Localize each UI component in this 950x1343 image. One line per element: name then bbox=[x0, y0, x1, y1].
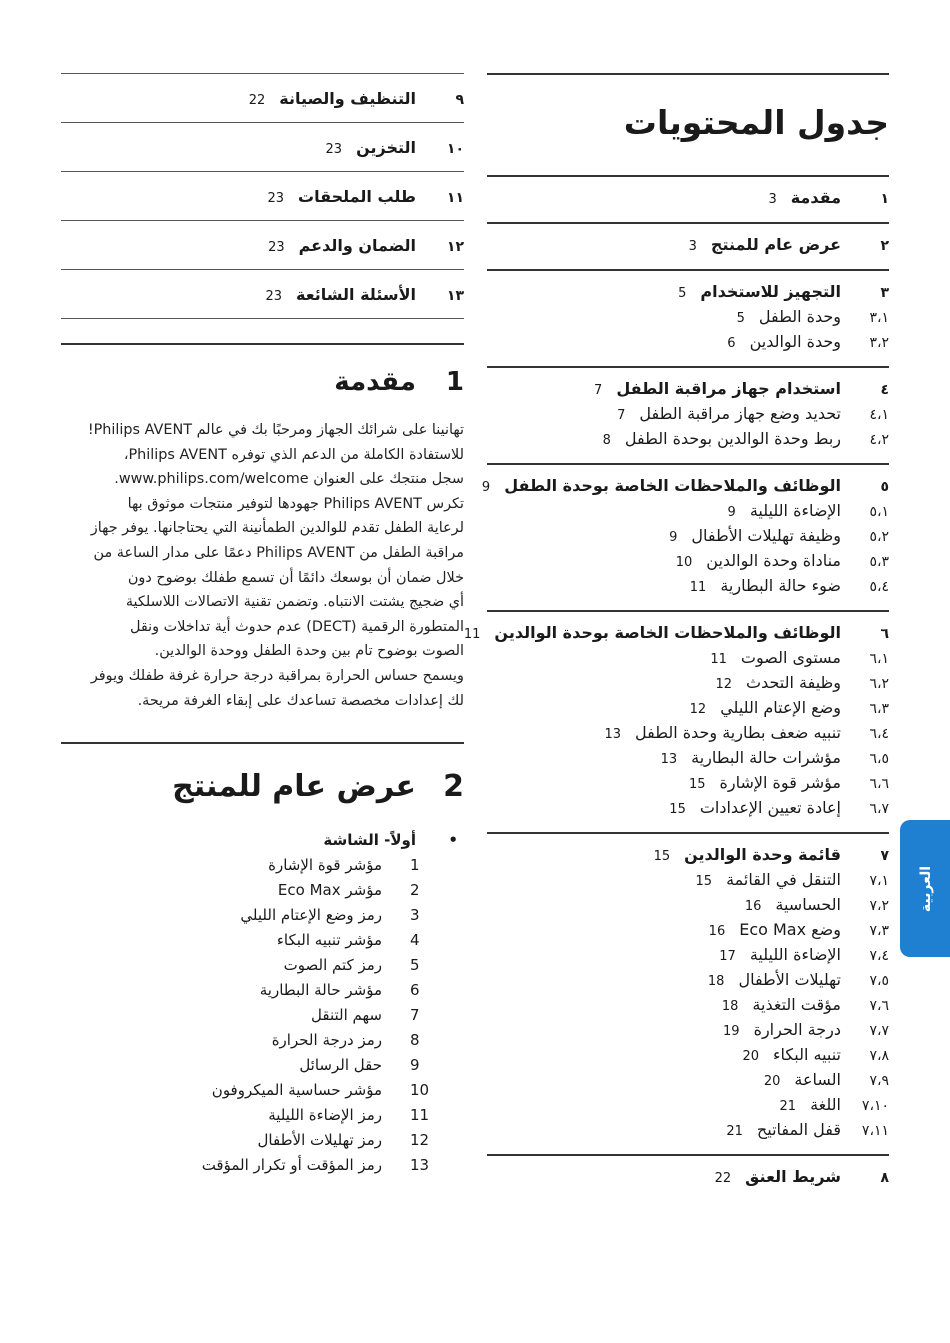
toc-header bbox=[487, 73, 889, 175]
overview-item-number: 6 bbox=[410, 981, 420, 1000]
toc-entry-title: الساعة bbox=[794, 1070, 841, 1089]
toc-entry-number: ٤،١ bbox=[869, 407, 889, 423]
toc-subsection-entry[interactable] bbox=[487, 329, 889, 354]
toc-group bbox=[487, 175, 889, 222]
overview-list-item bbox=[61, 1028, 464, 1053]
toc-subsection-entry[interactable] bbox=[487, 770, 889, 795]
toc-group bbox=[61, 122, 464, 171]
toc-entry-page: 15 bbox=[688, 777, 706, 792]
toc-subsection-entry[interactable] bbox=[487, 1067, 889, 1092]
toc-entry-number: ٧،١ bbox=[869, 873, 889, 889]
toc-entry-title: تهليلات الأطفال bbox=[738, 970, 841, 989]
language-tab-label: العربية bbox=[917, 865, 934, 912]
toc-subsection-entry[interactable] bbox=[487, 304, 889, 329]
toc-entry-number: ٥،١ bbox=[869, 504, 889, 520]
toc-entry-title: الوظائف والملاحظات الخاصة بوحدة الوالدين bbox=[494, 623, 841, 642]
overview-item-label: مؤشر حساسية الميكروفون bbox=[211, 1081, 382, 1100]
toc-subsection-entry[interactable] bbox=[487, 573, 889, 598]
toc-entry-number: ٦،٧ bbox=[869, 801, 889, 817]
overview-item-label: رمز وضع الإعتام الليلي bbox=[240, 906, 382, 925]
toc-entry-number: ١٣ bbox=[446, 288, 464, 304]
toc-subsection-entry[interactable] bbox=[487, 745, 889, 770]
toc-entry-title: قائمة وحدة الوالدين bbox=[684, 845, 841, 864]
toc-entry-page: 13 bbox=[660, 752, 678, 767]
toc-subsection-entry[interactable] bbox=[487, 645, 889, 670]
intro-text-line: خلال ضمان أن بوسعك دائمًا أن تسمع طفلك بوضوح دون bbox=[127, 569, 464, 586]
intro-text-line: تكرس Philips AVENT جهودها لتوفير منتجات موثوق بها bbox=[127, 495, 464, 512]
toc-entry-title: التجهيز للاستخدام bbox=[700, 282, 841, 301]
overview-list-item bbox=[61, 853, 464, 878]
toc-entry-title: التنقل في القائمة bbox=[726, 870, 841, 889]
toc-entry-page: 9 bbox=[669, 530, 678, 545]
intro-body bbox=[61, 418, 464, 713]
toc-entry-title: تنبيه البكاء bbox=[773, 1045, 841, 1064]
toc-chapter-entry[interactable] bbox=[61, 172, 464, 217]
toc-entry-title: مؤشرات حالة البطارية bbox=[691, 748, 841, 767]
toc-entry-page: 19 bbox=[723, 1024, 740, 1039]
toc-entry-number: ٣ bbox=[880, 285, 889, 301]
overview-item-label: رمز درجة الحرارة bbox=[271, 1031, 382, 1050]
overview-subheading-label: أولاً- الشاشة bbox=[323, 831, 416, 850]
toc-chapter-entry[interactable] bbox=[61, 270, 464, 315]
toc-entry-title: التخزين bbox=[356, 138, 416, 157]
overview-list-item bbox=[61, 1053, 464, 1078]
toc-entry-page: 16 bbox=[744, 899, 762, 914]
overview-item-label: مؤشر حالة البطارية bbox=[259, 981, 382, 1000]
overview-list-item bbox=[61, 928, 464, 953]
toc-entry-number: ٥،٤ bbox=[869, 579, 889, 595]
bullet: • bbox=[448, 831, 458, 850]
toc-entry-number: ٧،٧ bbox=[869, 1023, 889, 1039]
toc-entry-page: 6 bbox=[727, 336, 736, 351]
toc-entry-number: ٤،٢ bbox=[869, 432, 889, 448]
toc-subsection-entry[interactable] bbox=[487, 942, 889, 967]
toc-entry-page: 7 bbox=[617, 408, 626, 423]
toc-entry-title: وظيفة تهليلات الأطفال bbox=[691, 526, 841, 545]
toc-subsection-entry[interactable] bbox=[487, 1042, 889, 1067]
toc-entry-page: 23 bbox=[325, 142, 343, 157]
overview-item-label: مؤشر قوة الإشارة bbox=[268, 856, 382, 875]
toc-entry-number: ٤ bbox=[880, 382, 889, 398]
left-column bbox=[61, 73, 464, 1178]
toc-entry-number: ٥،٣ bbox=[869, 554, 889, 570]
toc-entry-page: 5 bbox=[736, 311, 745, 326]
toc-entry-number: ٧ bbox=[880, 848, 889, 864]
toc-chapter-entry[interactable] bbox=[487, 1164, 889, 1189]
toc-entry-number: ٧،٦ bbox=[869, 998, 889, 1014]
toc-chapter-entry[interactable] bbox=[487, 279, 889, 304]
toc-chapter-entry[interactable] bbox=[463, 620, 889, 645]
intro-text-line: لك إعدادات مخصصة تساعدك على إبقاء الغرفة مريحة. bbox=[137, 692, 464, 709]
toc-entry-page: 11 bbox=[463, 627, 481, 642]
overview-item-number: 7 bbox=[410, 1006, 420, 1025]
toc-entry-page: 12 bbox=[715, 677, 733, 692]
overview-item-number: 12 bbox=[410, 1131, 430, 1150]
toc-entry-page: 22 bbox=[248, 93, 266, 108]
toc-entry-title: شريط العنق bbox=[745, 1167, 841, 1186]
toc-group bbox=[61, 269, 464, 318]
intro-text-line: ويسمح حساس الحرارة بمراقبة درجة حرارة غرفة طفلك ويوفر bbox=[90, 667, 464, 684]
overview-section-number: 2 bbox=[443, 768, 464, 804]
toc-group bbox=[487, 269, 889, 366]
toc-entry-number: ٦ bbox=[880, 626, 889, 642]
toc-entry-page: 16 bbox=[708, 924, 726, 939]
overview-list-item bbox=[61, 953, 464, 978]
toc-subsection-entry[interactable] bbox=[487, 498, 889, 523]
toc-subsection-entry[interactable] bbox=[487, 992, 889, 1017]
toc-group bbox=[487, 1154, 889, 1201]
toc-entry-page: 18 bbox=[721, 999, 739, 1014]
toc-entry-number: ٦،١ bbox=[869, 651, 889, 667]
overview-heading bbox=[61, 742, 464, 828]
overview-list-item bbox=[61, 903, 464, 928]
toc-group bbox=[481, 463, 889, 610]
toc-continued-list bbox=[61, 73, 464, 319]
overview-subheading bbox=[61, 828, 464, 853]
toc-group bbox=[487, 832, 889, 1154]
toc-entry-page: 15 bbox=[695, 874, 713, 889]
toc-entry-number: ٧،٩ bbox=[869, 1073, 889, 1089]
toc-entry-number: ٥،٢ bbox=[869, 529, 889, 545]
language-side-tab bbox=[900, 820, 950, 957]
toc-entry-title: الوظائف والملاحظات الخاصة بوحدة الطفل bbox=[504, 476, 841, 495]
toc-subsection-entry[interactable] bbox=[487, 917, 889, 942]
toc-entry-page: 9 bbox=[727, 505, 736, 520]
intro-text-line: سجل منتجك على العنوان www.philips.com/welcome. bbox=[114, 471, 464, 488]
toc-list bbox=[463, 175, 889, 1201]
toc-entry-page: 20 bbox=[742, 1049, 760, 1064]
toc-entry-page: 21 bbox=[726, 1124, 743, 1139]
toc-entry-number: ٣،١ bbox=[869, 310, 889, 326]
toc-entry-title: مؤشر قوة الإشارة bbox=[719, 773, 841, 792]
overview-item-label: رمز كتم الصوت bbox=[283, 956, 382, 975]
toc-subsection-entry[interactable] bbox=[487, 720, 889, 745]
toc-entry-title: مؤقت التغذية bbox=[752, 995, 841, 1014]
toc-entry-number: ٦،٢ bbox=[869, 676, 889, 692]
toc-subsection-entry[interactable] bbox=[487, 426, 889, 451]
toc-entry-page: 8 bbox=[602, 433, 611, 448]
toc-entry-page: 20 bbox=[763, 1074, 781, 1089]
intro-section-number: 1 bbox=[445, 366, 464, 397]
toc-group bbox=[487, 222, 889, 269]
intro-text-line: لرعاية الطفل تقدم للوالدين الطمأنينة التي يحتاجانها. يوفر جهاز bbox=[90, 520, 464, 537]
toc-entry-page: 10 bbox=[675, 555, 693, 570]
overview-item-number: 1 bbox=[410, 856, 420, 875]
toc-group bbox=[61, 73, 464, 122]
toc-entry-number: ٧،٢ bbox=[869, 898, 889, 914]
toc-chapter-entry[interactable] bbox=[487, 185, 889, 210]
overview-item-label: مؤشر تنبيه البكاء bbox=[276, 931, 382, 950]
toc-entry-title: مقدمة bbox=[790, 188, 841, 207]
intro-text-line: المتطورة الرقمية (DECT) عدم حدوث أية تداخلات ونقل bbox=[129, 618, 464, 635]
toc-entry-title: التنظيف والصيانة bbox=[279, 89, 416, 108]
toc-entry-page: 21 bbox=[779, 1099, 797, 1114]
toc-entry-number: ٧،٣ bbox=[869, 923, 889, 939]
toc-title: جدول المحتويات bbox=[623, 103, 889, 142]
toc-entry-page: 9 bbox=[481, 480, 491, 495]
toc-entry-number: ٦،٦ bbox=[869, 776, 889, 792]
toc-entry-page: 3 bbox=[688, 239, 697, 254]
overview-item-number: 3 bbox=[410, 906, 420, 925]
toc-entry-page: 15 bbox=[653, 849, 671, 864]
toc-entry-page: 11 bbox=[710, 652, 727, 667]
overview-list-item bbox=[61, 1078, 464, 1103]
overview-list-item bbox=[61, 878, 464, 903]
toc-subsection-entry[interactable] bbox=[487, 1092, 889, 1117]
toc-entry-title: الحساسية bbox=[775, 895, 841, 914]
toc-chapter-entry[interactable] bbox=[61, 221, 464, 266]
toc-entry-page: 22 bbox=[714, 1171, 732, 1186]
overview-item-label: مؤشر Eco Max bbox=[277, 881, 382, 900]
toc-entry-page: 5 bbox=[678, 286, 687, 301]
toc-entry-title: وضع Eco Max bbox=[739, 920, 841, 939]
toc-entry-number: ١٢ bbox=[446, 239, 464, 255]
toc-entry-title: ربط وحدة الوالدين بوحدة الطفل bbox=[624, 429, 841, 448]
overview-item-label: رمز الإضاءة الليلية bbox=[268, 1106, 382, 1125]
toc-entry-title: الضمان والدعم bbox=[298, 236, 416, 255]
intro-text-line: الصوت بوضوح تام بين وحدة الطفل ووحدة الوالدين. bbox=[154, 643, 464, 660]
toc-entry-page: 7 bbox=[594, 383, 603, 398]
overview-list-item bbox=[61, 1153, 464, 1178]
overview-list-item bbox=[61, 978, 464, 1003]
toc-entry-page: 12 bbox=[689, 702, 707, 717]
toc-entry-page: 23 bbox=[268, 240, 285, 255]
toc-entry-number: ٥ bbox=[880, 479, 889, 495]
overview-list-item bbox=[61, 1128, 464, 1153]
toc-entry-title: طلب الملحقات bbox=[298, 187, 416, 206]
toc-chapter-entry[interactable] bbox=[61, 123, 464, 168]
intro-text-line: للاستفادة الكاملة من الدعم الذي توفره Philips AVENT، bbox=[123, 446, 464, 463]
overview-item-number: 8 bbox=[410, 1031, 420, 1050]
toc-chapter-entry[interactable] bbox=[61, 74, 464, 119]
toc-entry-page: 11 bbox=[689, 580, 707, 595]
toc-entry-number: ٢ bbox=[880, 238, 889, 254]
toc-entry-number: ٦،٥ bbox=[869, 751, 889, 767]
toc-entry-number: ١٠ bbox=[446, 141, 464, 157]
toc-entry-title: وظيفة التحدث bbox=[746, 673, 841, 692]
toc-entry-title: مستوى الصوت bbox=[740, 648, 841, 667]
toc-subsection-entry[interactable] bbox=[487, 967, 889, 992]
toc-subsection-entry[interactable] bbox=[487, 1017, 889, 1042]
toc-group bbox=[463, 610, 889, 832]
toc-entry-title: الأسئلة الشائعة bbox=[296, 285, 416, 304]
overview-list-item bbox=[61, 1003, 464, 1028]
intro-text-line: تهانينا على شرائك الجهاز ومرحبًا بك في عالم Philips AVENT! bbox=[87, 422, 464, 438]
toc-entry-number: ٣،٢ bbox=[869, 335, 889, 351]
toc-entry-title: تنبيه ضعف بطارية وحدة الطفل bbox=[635, 723, 841, 742]
toc-entry-number: ٧،٤ bbox=[869, 948, 889, 964]
toc-group bbox=[61, 171, 464, 220]
toc-chapter-entry[interactable] bbox=[481, 473, 889, 498]
toc-entry-page: 23 bbox=[265, 289, 282, 304]
intro-heading bbox=[61, 343, 464, 418]
toc-entry-page: 17 bbox=[719, 949, 736, 964]
toc-subsection-entry[interactable] bbox=[487, 795, 889, 820]
toc-subsection-entry[interactable] bbox=[487, 401, 889, 426]
toc-entry-title: استخدام جهاز مراقبة الطفل bbox=[616, 379, 841, 398]
toc-chapter-entry[interactable] bbox=[487, 842, 889, 867]
toc-entry-title: اللغة bbox=[810, 1095, 841, 1114]
toc-entry-number: ٧،٨ bbox=[869, 1048, 889, 1064]
overview-list-item bbox=[61, 1103, 464, 1128]
toc-entry-number: ٨ bbox=[880, 1170, 889, 1186]
toc-entry-title: الإضاءة الليلية bbox=[749, 945, 841, 964]
overview-list bbox=[61, 853, 464, 1178]
toc-entry-title: عرض عام للمنتج bbox=[710, 235, 841, 254]
toc-entry-title: وحدة الطفل bbox=[758, 307, 841, 326]
toc-subsection-entry[interactable] bbox=[487, 867, 889, 892]
toc-entry-page: 23 bbox=[267, 191, 284, 206]
toc-entry-number: ٦،٣ bbox=[869, 701, 889, 717]
toc-entry-page: 15 bbox=[669, 802, 686, 817]
toc-subsection-entry[interactable] bbox=[487, 548, 889, 573]
toc-chapter-entry[interactable] bbox=[487, 232, 889, 257]
overview-item-number: 5 bbox=[410, 956, 420, 975]
toc-group bbox=[61, 220, 464, 269]
toc-entry-number: ١١ bbox=[446, 190, 464, 206]
toc-entry-number: ٩ bbox=[455, 92, 464, 108]
toc-entry-title: الإضاءة الليلية bbox=[749, 501, 841, 520]
toc-entry-title: إعادة تعيين الإعدادات bbox=[699, 798, 841, 817]
toc-entry-title: وضع الإعتام الليلي bbox=[720, 698, 841, 717]
toc-entry-title: درجة الحرارة bbox=[753, 1020, 841, 1039]
toc-entry-title: ضوء حالة البطارية bbox=[720, 576, 841, 595]
toc-entry-title: مناداة وحدة الوالدين bbox=[706, 551, 841, 570]
overview-item-number: 11 bbox=[410, 1106, 430, 1125]
toc-chapter-entry[interactable] bbox=[487, 376, 889, 401]
toc-group bbox=[487, 366, 889, 463]
toc-entry-number: ٧،١١ bbox=[861, 1123, 889, 1139]
toc-entry-number: ٧،٥ bbox=[869, 973, 889, 989]
overview-item-number: 10 bbox=[410, 1081, 430, 1100]
toc-entry-page: 3 bbox=[768, 192, 777, 207]
intro-section-title: مقدمة bbox=[334, 366, 416, 397]
toc-entry-number: ٧،١٠ bbox=[861, 1098, 889, 1114]
toc-entry-title: وحدة الوالدين bbox=[749, 332, 841, 351]
intro-text-line: أي ضجيج يشتت الانتباه. وتضمن تقنية الاتصالات اللاسلكية bbox=[125, 594, 464, 611]
overview-item-label: سهم التنقل bbox=[311, 1006, 382, 1025]
toc-entry-page: 18 bbox=[707, 974, 725, 989]
overview-item-label: رمز تهليلات الأطفال bbox=[257, 1131, 382, 1150]
overview-item-label: رمز المؤقت أو تكرار المؤقت bbox=[201, 1156, 382, 1175]
toc-entry-title: قفل المفاتيح bbox=[756, 1120, 841, 1139]
toc-subsection-entry[interactable] bbox=[487, 1117, 889, 1142]
overview-item-label: حقل الرسائل bbox=[299, 1056, 382, 1075]
overview-item-number: 2 bbox=[410, 881, 420, 900]
toc-subsection-entry[interactable] bbox=[487, 892, 889, 917]
toc-entry-page: 13 bbox=[604, 727, 621, 742]
overview-item-number: 13 bbox=[410, 1156, 430, 1175]
toc-entry-number: ١ bbox=[880, 191, 889, 207]
intro-text-line: مراقبة الطفل من Philips AVENT دعمًا على مدار الساعة من bbox=[93, 544, 464, 561]
overview-item-number: 9 bbox=[410, 1056, 420, 1075]
toc-subsection-entry[interactable] bbox=[487, 695, 889, 720]
overview-item-number: 4 bbox=[410, 931, 420, 950]
toc-subsection-entry[interactable] bbox=[487, 670, 889, 695]
overview-section-title: عرض عام للمنتج bbox=[172, 768, 416, 804]
toc-subsection-entry[interactable] bbox=[487, 523, 889, 548]
toc-entry-title: تحديد وضع جهاز مراقبة الطفل bbox=[639, 404, 841, 423]
toc-column bbox=[463, 73, 889, 1201]
toc-entry-number: ٦،٤ bbox=[869, 726, 889, 742]
